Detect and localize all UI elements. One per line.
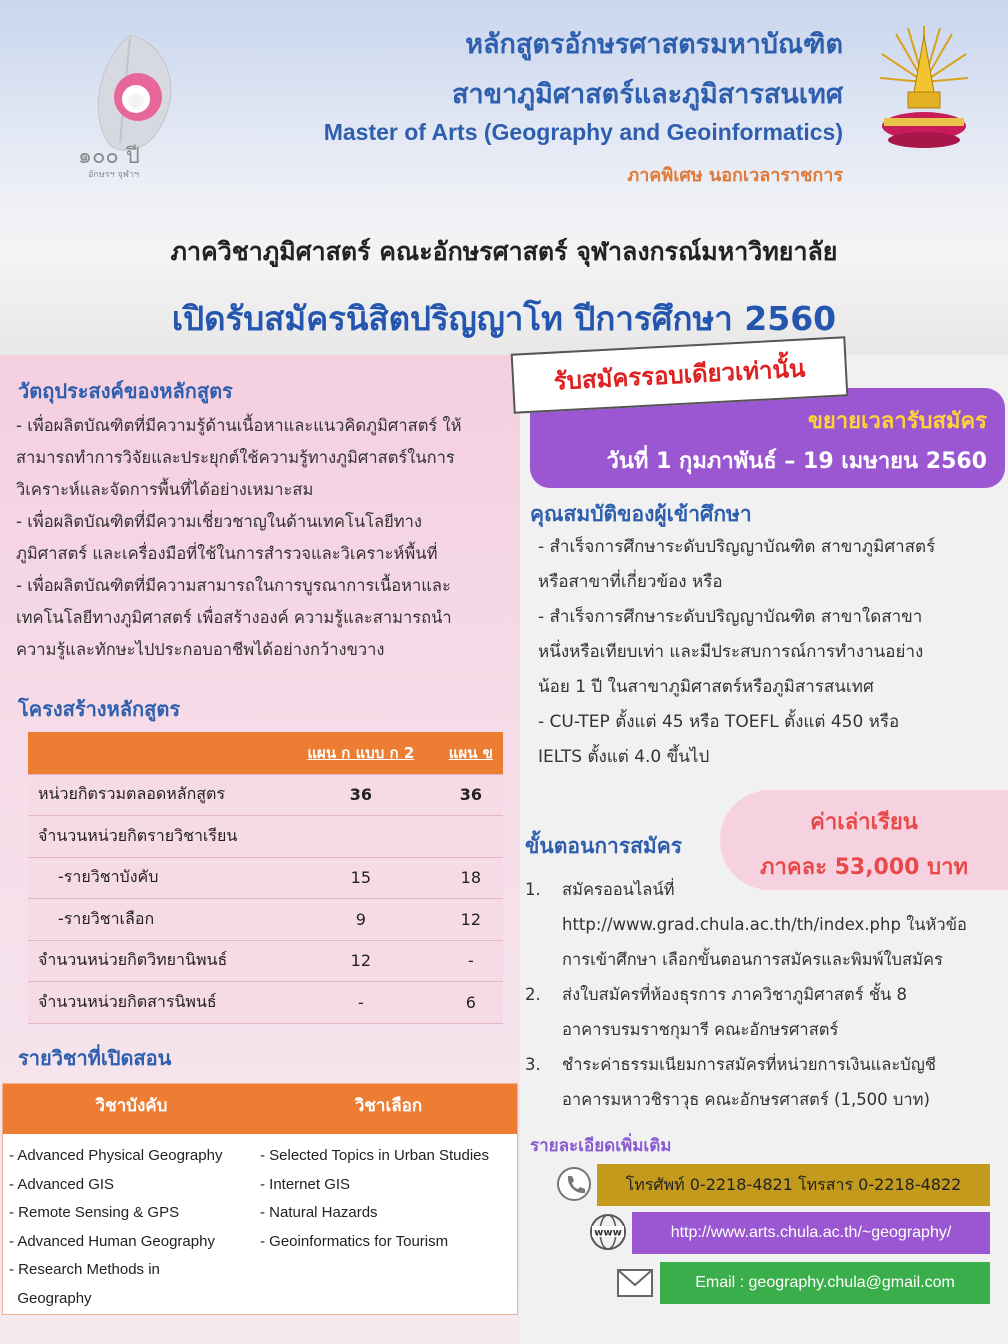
objective-line: ความรู้และทักษะไปประกอบอาชีพได้อย่างกว้างขวาง: [16, 640, 385, 659]
extension-dates: วันที่ 1 กุมภาพันธ์ – 19 เมษายน 2560: [606, 449, 987, 474]
qualification-line: IELTS ตั้งแต่ 4.0 ขึ้นไป: [538, 747, 710, 767]
table-header-row: [28, 732, 503, 774]
step-line: สมัครออนไลน์ที่: [562, 880, 675, 899]
table-cell: 15: [283, 857, 439, 899]
single-round-badge: รับสมัครรอบเดียวเท่านั้น: [511, 336, 849, 413]
centennial-text: ๑๐๐ ปี: [78, 144, 140, 169]
courses-box: [2, 1083, 518, 1315]
list-item: - Selected Topics in Urban Studies: [260, 1147, 490, 1164]
required-courses-header: วิชาบังคับ: [95, 1096, 168, 1116]
table-cell: 36: [439, 774, 503, 816]
table-cell: [283, 816, 439, 858]
table-cell: 18: [439, 857, 503, 899]
qualification-line: - CU-TEP ตั้งแต่ 45 หรือ TOEFL ตั้งแต่ 450 หรือ: [538, 712, 900, 732]
globe-icon: [588, 1212, 628, 1252]
step-line: อาคารมหาวชิราวุธ คณะอักษรศาสตร์ (1,500 บาท): [562, 1090, 930, 1109]
list-item: - Research Methods in: [9, 1261, 160, 1279]
objective-line: ภูมิศาสตร์ และเครื่องมือที่ใช้ในการสำรวจและวิเคราะห์พื้นที่: [16, 544, 438, 563]
step-item: [525, 977, 1005, 1047]
table-cell: หน่วยกิตรวมตลอดหลักสูตร: [28, 774, 283, 816]
step-line: อาคารบรมราชกุมารี คณะอักษรศาสตร์: [562, 1020, 839, 1039]
phone-icon: [556, 1166, 592, 1202]
step-line: ชำระค่าธรรมเนียมการสมัครที่หน่วยการเงินและบัญชี: [562, 1055, 936, 1074]
objective-line: - เพื่อผลิตบัณฑิตที่มีความรู้ด้านเนื้อหาและแนวคิดภูมิศาสตร์ ให้: [16, 416, 462, 435]
courses-body: [3, 1134, 517, 1322]
step-item: [525, 872, 1005, 977]
fee-title: ค่าเล่าเรียน: [810, 810, 918, 835]
list-item: - Advanced GIS: [9, 1175, 115, 1193]
table-cell: 36: [283, 774, 439, 816]
table-cell: [439, 816, 503, 858]
website-link[interactable]: http://www.arts.chula.ac.th/~geography/: [632, 1212, 990, 1254]
mail-icon: [616, 1268, 654, 1298]
extension-title: ขยายเวลารับสมัคร: [807, 409, 987, 434]
step-number: 2.: [525, 985, 541, 1004]
qualification-line: น้อย 1 ปี ในสาขาภูมิศาสตร์หรือภูมิสารสนเทศ: [538, 677, 874, 697]
email-link[interactable]: Email : geography.chula@gmail.com: [660, 1262, 990, 1304]
table-cell: 12: [283, 940, 439, 982]
qualification-line: - สำเร็จการศึกษาระดับปริญญาบัณฑิต สาขาภูมิศาสตร์: [538, 537, 936, 557]
steps-title: ขั้นตอนการสมัคร: [525, 834, 683, 858]
program-type: ภาคพิเศษ นอกเวลาราชการ: [627, 165, 843, 186]
elective-courses-list: [260, 1142, 511, 1314]
qualifications-list: [538, 530, 993, 775]
required-courses-list: [9, 1142, 260, 1314]
department-title: ภาควิชาภูมิศาสตร์ คณะอักษรศาสตร์ จุฬาลงกรณ์มหาวิทยาลัย: [170, 237, 838, 266]
table-cell: จำนวนหน่วยกิตวิทยานิพนธ์: [28, 940, 283, 982]
table-row: [28, 899, 503, 941]
courses-title: รายวิชาที่เปิดสอน: [18, 1046, 172, 1070]
structure-table: [28, 732, 503, 1024]
chula-emblem-icon: [878, 22, 970, 152]
phone-fax-info: โทรศัพท์ 0-2218-4821 โทรสาร 0-2218-4822: [597, 1164, 990, 1206]
more-info-title: รายละเอียดเพิ่มเติม: [530, 1136, 672, 1156]
list-item: - Advanced Human Geography: [9, 1232, 215, 1250]
objectives-list: [16, 410, 506, 666]
list-item: - Geoinformatics for Tourism: [260, 1232, 449, 1250]
table-cell: -รายวิชาเลือก: [28, 899, 283, 941]
list-item: - Advanced Physical Geography: [9, 1147, 223, 1164]
qualification-line: - สำเร็จการศึกษาระดับปริญญาบัณฑิต สาขาใดสาขา: [538, 607, 923, 627]
table-cell: -รายวิชาบังคับ: [28, 857, 283, 899]
www-icon-text: www: [594, 1227, 622, 1239]
fee-amount: ภาคละ 53,000 บาท: [760, 855, 968, 880]
table-cell: 6: [439, 982, 503, 1024]
program-title-en: Master of Arts (Geography and Geoinformatics): [323, 119, 843, 145]
step-number: 1.: [525, 880, 541, 899]
objective-line: - เพื่อผลิตบัณฑิตที่มีความเชี่ยวชาญในด้านเทคโนโลยีทาง: [16, 512, 422, 531]
steps-list: [525, 872, 1005, 1117]
qualification-line: หรือสาขาที่เกี่ยวข้อง หรือ: [538, 572, 723, 592]
centennial-logo: [60, 25, 200, 180]
list-item: - Internet GIS: [260, 1175, 351, 1193]
table-header-cell: แผน ก แบบ ก 2: [283, 732, 439, 774]
table-cell: จำนวนหน่วยกิตสารนิพนธ์: [28, 982, 283, 1024]
step-item: [525, 1047, 1005, 1117]
table-cell: -: [283, 982, 439, 1024]
table-cell: 9: [283, 899, 439, 941]
objective-line: เทคโนโลยีทางภูมิศาสตร์ เพื่อสร้างองค์ ความรู้และสามารถนำ: [16, 608, 452, 627]
list-item: - Remote Sensing & GPS: [9, 1204, 180, 1222]
step-line: ส่งใบสมัครที่ห้องธุรการ ภาควิชาภูมิศาสตร์ ชั้น 8: [562, 985, 908, 1004]
objectives-title: วัตถุประสงค์ของหลักสูตร: [18, 379, 233, 403]
table-row: [28, 982, 503, 1024]
list-item: - Natural Hazards: [260, 1204, 378, 1222]
step-line: การเข้าศึกษา เลือกขั้นตอนการสมัครและพิมพ์ใบสมัคร: [562, 950, 943, 969]
step-link[interactable]: http://www.grad.chula.ac.th/th/index.php ในหัวข้อ: [562, 915, 967, 934]
table-header-cell: แผน ข: [439, 732, 503, 774]
table-header-cell: [28, 732, 283, 774]
elective-courses-header: วิชาเลือก: [354, 1096, 423, 1116]
table-row: [28, 774, 503, 816]
courses-header: [3, 1084, 517, 1134]
table-row: [28, 816, 503, 858]
table-cell: จำนวนหน่วยกิตรายวิชาเรียน: [28, 816, 283, 858]
qualification-line: หนึ่งหรือเทียบเท่า และมีประสบการณ์การทำงานอย่าง: [538, 642, 924, 662]
table-cell: -: [439, 940, 503, 982]
program-title-th: หลักสูตรอักษรศาสตรมหาบัณฑิต: [465, 29, 843, 60]
centennial-subtext: อักษรฯ จุฬาฯ: [88, 170, 140, 180]
table-row: [28, 940, 503, 982]
table-row: [28, 857, 503, 899]
table-cell: 12: [439, 899, 503, 941]
step-number: 3.: [525, 1055, 541, 1074]
objective-line: สามารถทำการวิจัยและประยุกต์ใช้ความรู้ทางภูมิศาสตร์ในการ: [16, 448, 455, 467]
list-item: Geography: [9, 1289, 92, 1307]
structure-title: โครงสร้างหลักสูตร: [18, 697, 181, 721]
qualifications-title: คุณสมบัติของผู้เข้าศึกษา: [530, 502, 752, 526]
program-major-th: สาขาภูมิศาสตร์และภูมิสารสนเทศ: [452, 79, 843, 110]
admission-title: เปิดรับสมัครนิสิตปริญญาโท ปีการศึกษา 2560: [171, 299, 837, 338]
objective-line: วิเคราะห์และจัดการพื้นที่ได้อย่างเหมาะสม: [16, 480, 314, 499]
objective-line: - เพื่อผลิตบัณฑิตที่มีความสามารถในการบูรณาการเนื้อหาและ: [16, 576, 451, 595]
